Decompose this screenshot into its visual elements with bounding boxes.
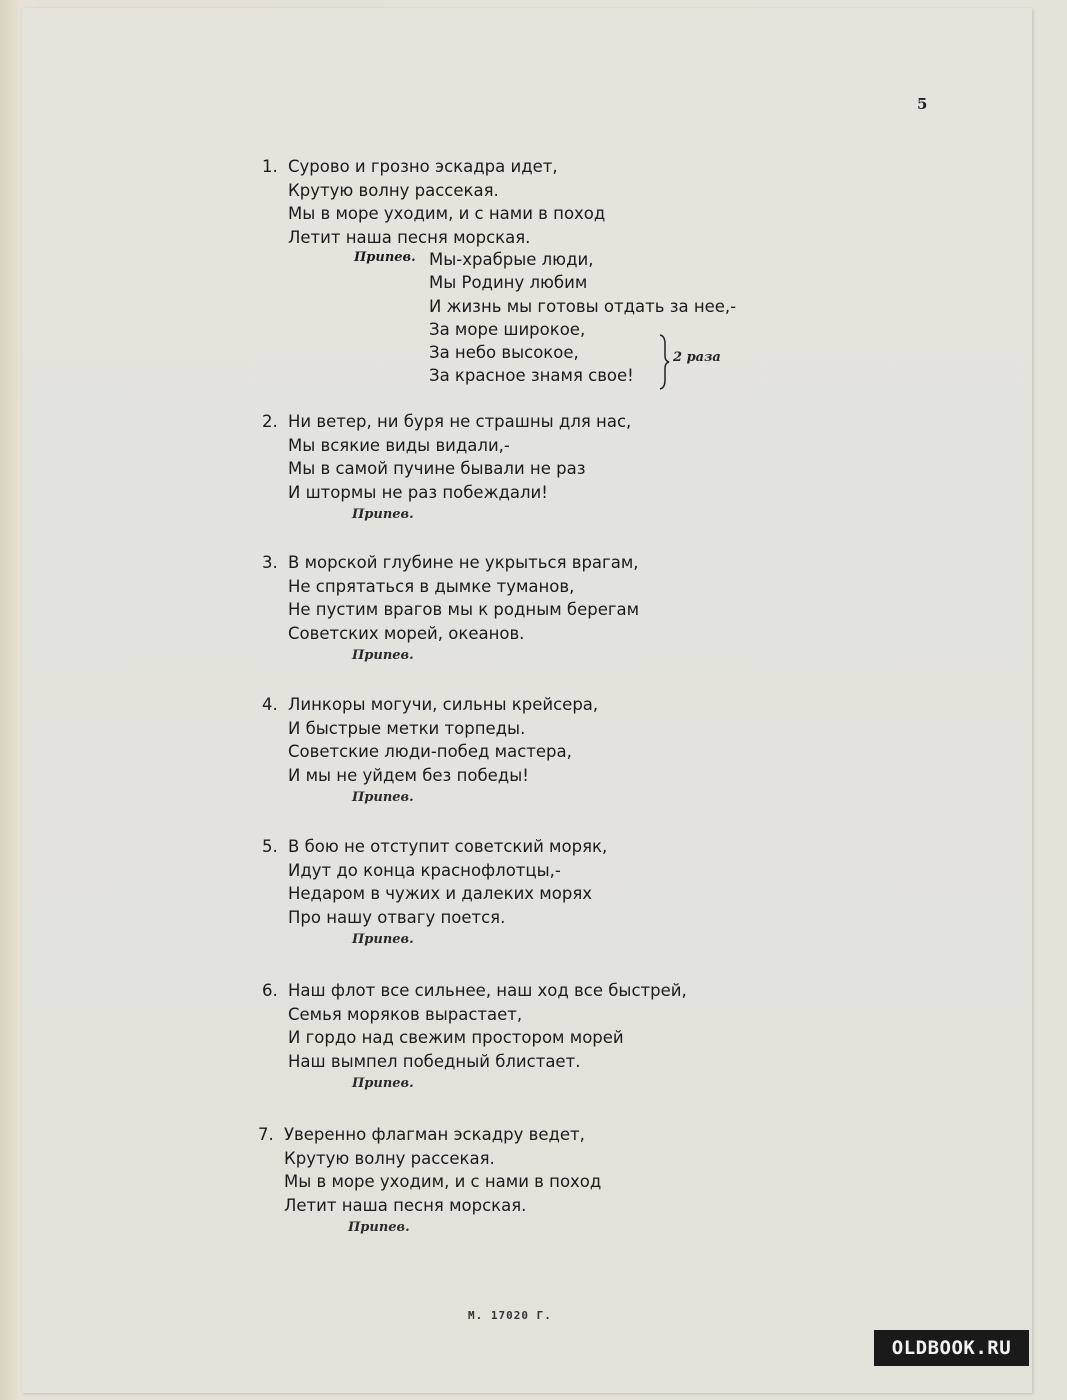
site-watermark: OLDBOOK.RU <box>874 1330 1029 1366</box>
chorus-line: Мы Родину любим <box>429 273 588 293</box>
verse-line: Семья моряков вырастает, <box>288 1004 523 1024</box>
verse-line: Линкоры могучи, сильны крейсера, <box>288 695 599 714</box>
verse-3 <box>262 551 822 667</box>
verse-line: Сурово и грозно эскадра идет, <box>288 157 558 176</box>
verse-line: Наш вымпел победный блистает. <box>288 1051 581 1071</box>
verse-line: Советских морей, океанов. <box>288 623 525 643</box>
verse-line: Крутую волну рассекая. <box>288 180 499 200</box>
refrain-label: Припев. <box>352 648 414 663</box>
verse-4 <box>262 693 822 809</box>
page-number: 5 <box>917 95 928 113</box>
verse-line: Мы в море уходим, и с нами в поход <box>288 204 606 223</box>
verse-line: И штормы не раз побеждали! <box>288 482 548 502</box>
verse-line: Летит наша песня морская. <box>288 227 531 247</box>
chorus-line: За море широкое, <box>429 319 586 339</box>
verse-line: Мы в море уходим, и с нами в поход <box>284 1172 602 1191</box>
refrain-label: Припев. <box>348 1220 410 1235</box>
verse-line: Советские люди-побед мастера, <box>288 742 572 761</box>
chorus-line: За красное знамя свое! <box>429 366 634 386</box>
verse-line: В бою не отступит советский моряк, <box>288 837 608 856</box>
verse-number: 1. <box>262 157 278 176</box>
chorus-line: За небо высокое, <box>429 343 579 363</box>
verse-number: 4. <box>262 695 278 714</box>
verse-line: Крутую волну рассекая. <box>284 1148 495 1168</box>
verse-line: Мы в самой пучине бывали не раз <box>288 459 586 478</box>
chorus <box>354 248 814 388</box>
verse-line: Про нашу отвагу поется. <box>288 907 506 927</box>
repeat-brace-icon <box>658 334 670 390</box>
repeat-note: 2 раза <box>673 350 721 365</box>
verse-5 <box>262 835 822 951</box>
refrain-label: Припев. <box>352 507 414 522</box>
verse-1 <box>262 155 822 249</box>
verse-line: Не пустим врагов мы к родным берегам <box>288 600 640 619</box>
verse-line: В морской глубине не укрыться врагам, <box>288 553 639 572</box>
verse-7 <box>258 1123 818 1239</box>
plate-number: М. 17020 Г. <box>468 1309 552 1322</box>
verse-line: Уверенно флагман эскадру ведет, <box>284 1125 585 1144</box>
verse-line: И гордо над свежим простором морей <box>288 1028 624 1047</box>
verse-line: Наш флот все сильнее, наш ход все быстрей, <box>288 981 687 1000</box>
verse-number: 2. <box>262 412 278 431</box>
verse-line: И быстрые метки торпеды. <box>288 718 526 738</box>
chorus-label: Припев. <box>354 250 416 265</box>
verse-line: Мы всякие виды видали,- <box>288 435 510 455</box>
verse-6 <box>262 979 822 1095</box>
verse-number: 6. <box>262 981 278 1000</box>
verse-line: Идут до конца краснофлотцы,- <box>288 860 561 880</box>
verse-line: Недаром в чужих и далеких морях <box>288 884 593 903</box>
chorus-line: Мы-храбрые люди, <box>429 250 594 269</box>
verse-number: 7. <box>258 1125 274 1144</box>
verse-number: 3. <box>262 553 278 572</box>
verse-2 <box>262 410 822 526</box>
refrain-label: Припев. <box>352 790 414 805</box>
verse-line: И мы не уйдем без победы! <box>288 765 529 785</box>
refrain-label: Припев. <box>352 1076 414 1091</box>
verse-number: 5. <box>262 837 278 856</box>
verse-line: Ни ветер, ни буря не страшны для нас, <box>288 412 632 431</box>
verse-line: Не спрятаться в дымке туманов, <box>288 576 575 596</box>
chorus-line: И жизнь мы готовы отдать за нее,- <box>429 296 737 316</box>
verse-line: Летит наша песня морская. <box>284 1195 527 1215</box>
refrain-label: Припев. <box>352 932 414 947</box>
